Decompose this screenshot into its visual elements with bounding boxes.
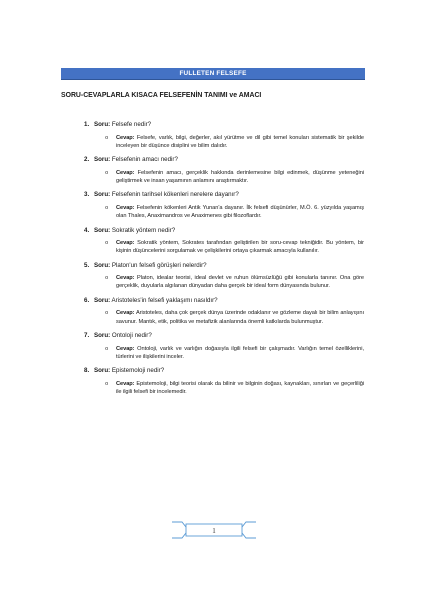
question-label: Soru: <box>94 332 111 340</box>
question-label: Soru: <box>94 156 111 164</box>
qa-item <box>84 191 364 220</box>
page-number: 1 <box>212 527 216 535</box>
question-text <box>94 367 164 374</box>
question-body: Sokratik yöntem nedir? <box>111 226 176 234</box>
question-number: 4. <box>84 226 90 234</box>
question-number: 8. <box>84 367 90 375</box>
question-label: Soru: <box>94 367 111 375</box>
question-line <box>84 297 364 305</box>
qa-item <box>84 332 364 361</box>
question-label: Soru: <box>94 226 111 234</box>
question-line <box>84 227 364 235</box>
question-body: Platon'un felsefi görüşleri nelerdir? <box>111 261 207 269</box>
answer-body: Platon, idealar teorisi, ideal devlet ve ruhun ölümsüzlüğü gibi konularla tanınır. Ona göre gerçeklik, duyularla algılanan dünyadan daha gerçek bir ideal form dünyasında bulunur. <box>116 275 364 290</box>
qa-list <box>84 121 364 403</box>
question-number: 2. <box>84 156 90 164</box>
qa-item <box>84 156 364 185</box>
question-label: Soru: <box>94 261 111 269</box>
header-banner: FULLETEN FELSEFE <box>61 68 365 80</box>
bullet-o-icon: o <box>105 345 109 352</box>
qa-item <box>84 367 364 396</box>
answer-body: Epistemoloji, bilgi teorisi olarak da bilinir ve bilginin doğası, kaynakları, sınırları ve geçerliliği ile ilgili felsefi bir incelemedir. <box>116 380 364 395</box>
question-line <box>84 191 364 199</box>
qa-item <box>84 121 364 150</box>
bullet-o-icon: o <box>105 134 109 141</box>
question-body: Ontoloji nedir? <box>111 332 152 340</box>
answer-block <box>84 274 364 290</box>
answer-text <box>116 345 364 361</box>
answer-label: Cevap: <box>116 310 135 317</box>
answer-label: Cevap: <box>116 240 135 247</box>
answer-block <box>84 169 364 185</box>
question-body: Felsefe nedir? <box>111 121 152 128</box>
bullet-o-icon: o <box>105 380 109 387</box>
answer-body: Felsefe, varlık, bilgi, değerler, akıl yürütme ve dil gibi temel konuları sistematik bir şekilde inceleyen bir düşünce disiplini ve bilim dalıdır. <box>116 134 364 149</box>
question-text <box>94 297 218 304</box>
question-line <box>84 156 364 164</box>
question-label: Soru: <box>94 191 111 199</box>
question-line <box>84 262 364 270</box>
question-body: Epistemoloji nedir? <box>111 367 165 375</box>
answer-label: Cevap: <box>116 169 135 176</box>
answer-body: Felsefenin kökenleri Antik Yunan'a dayanır. İlk felsefi düşünürler, M.Ö. 6. yüzyılda yaşamış olan Thales, Anaximandros ve Anaximenes gibi filozoflardır. <box>116 204 364 219</box>
question-text <box>94 332 152 339</box>
question-line <box>84 367 364 375</box>
answer-block <box>84 239 364 255</box>
qa-item <box>84 227 364 256</box>
question-body: Felsefenin tarihsel kökenleri nerelere dayanır? <box>111 191 239 199</box>
question-number: 7. <box>84 332 90 340</box>
question-number: 3. <box>84 191 90 199</box>
answer-block <box>84 309 364 325</box>
answer-body: Sokratik yöntem, Sokrates tarafından geliştirilen bir soru-cevap tekniğidir. Bu yöntem, bir kişinin düşüncelerini sorgulamak ve çelişkilerini ortaya çıkarmak amacıyla kullanılır. <box>116 240 364 255</box>
answer-body: Felsefenin amacı, gerçeklik hakkında derinlemesine bilgi edinmek, düşünme yeteneğini geliştirmek ve insan yaşamının anlamını araştırmaktır. <box>116 169 364 184</box>
question-text <box>94 121 151 128</box>
qa-item <box>84 262 364 291</box>
answer-label: Cevap: <box>116 204 135 211</box>
question-label: Soru: <box>94 296 111 304</box>
question-number: 6. <box>84 296 90 304</box>
bullet-o-icon: o <box>105 169 109 176</box>
question-body: Felsefenin amacı nedir? <box>111 156 178 164</box>
bullet-o-icon: o <box>105 310 109 317</box>
answer-body: Aristoteles, daha çok gerçek dünya üzerinde odaklanır ve gözleme dayalı bir bilim anlayışını savunur. Mantık, etik, politika ve metafizik alanlarında önemli katkılarda bulunmuştur. <box>116 310 364 325</box>
question-number: 5. <box>84 261 90 269</box>
question-text <box>94 227 175 234</box>
question-text <box>94 262 207 269</box>
answer-label: Cevap: <box>116 380 135 387</box>
answer-text <box>116 309 364 325</box>
answer-text <box>116 380 364 396</box>
question-number: 1. <box>84 121 90 128</box>
answer-text <box>116 134 364 150</box>
bullet-o-icon: o <box>105 275 109 282</box>
answer-block <box>84 380 364 396</box>
answer-label: Cevap: <box>116 345 135 352</box>
answer-text <box>116 274 364 290</box>
answer-text <box>116 239 364 255</box>
question-body: Aristoteles'in felsefi yaklaşımı nasıldır? <box>111 296 218 304</box>
document-title: SORU-CEVAPLARLA KISACA FELSEFENİN TANIMI ve AMACI <box>61 92 262 99</box>
answer-body: Ontoloji, varlık ve varlığın doğasıyla ilgili felsefi bir çalışmadır. Varlığın temel özelliklerini, türlerini ve ilişkilerini inceler. <box>116 345 364 360</box>
question-line <box>84 121 364 129</box>
question-text <box>94 191 239 198</box>
answer-block <box>84 134 364 150</box>
answer-text <box>116 169 364 185</box>
question-text <box>94 156 178 163</box>
bullet-o-icon: o <box>105 204 109 211</box>
page-number-box <box>170 519 258 541</box>
answer-label: Cevap: <box>116 275 135 282</box>
answer-text <box>116 204 364 220</box>
question-line <box>84 332 364 340</box>
bullet-o-icon: o <box>105 240 109 247</box>
answer-label: Cevap: <box>116 134 135 141</box>
answer-block <box>84 345 364 361</box>
question-label: Soru: <box>94 121 111 128</box>
qa-item <box>84 297 364 326</box>
answer-block <box>84 204 364 220</box>
